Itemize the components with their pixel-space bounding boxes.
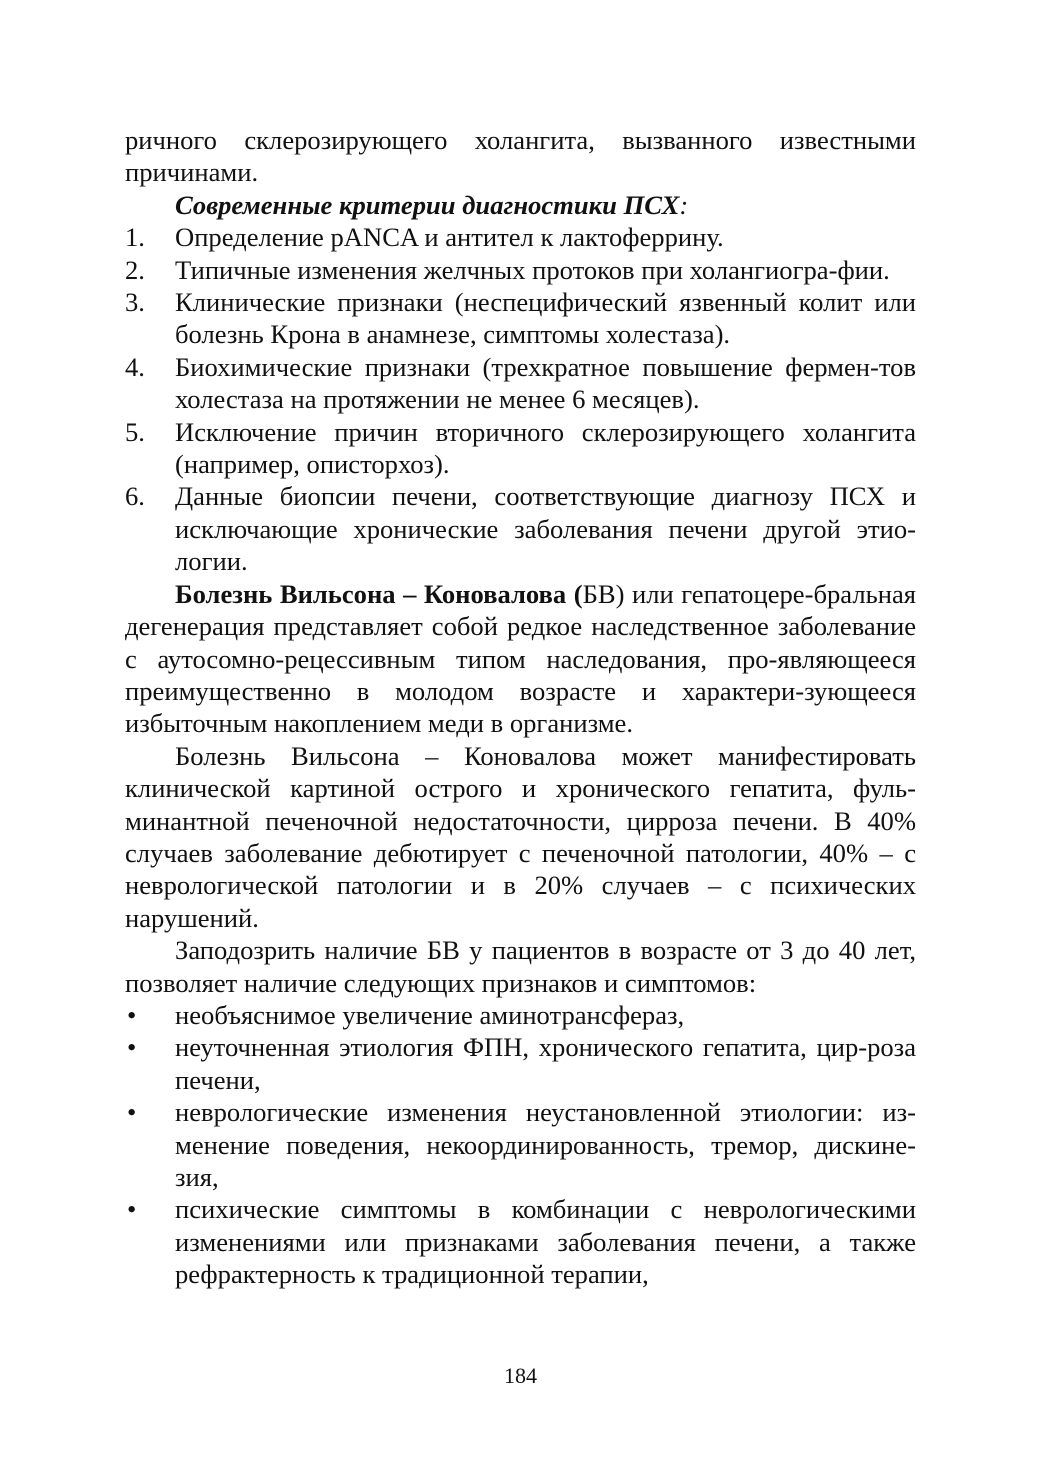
list-number: 3.: [125, 287, 145, 318]
sign-item: [125, 1193, 916, 1290]
sign-item: [125, 1031, 916, 1096]
criteria-item-text: Определение pANCA и антител к лактоферрину.: [175, 222, 724, 253]
criteria-list: [125, 221, 916, 577]
sign-item-text: неуточненная этиология ФПН, хронического гепатита, цир-роза печени,: [175, 1032, 916, 1095]
page-number: 184: [504, 1363, 537, 1388]
sign-item-text: психические симптомы в комбинации с неврологическими изменениями или признаками заболевания печени, а также рефрактерность к традиционной терапии,: [175, 1194, 916, 1290]
intro-continuation-paragraph: ричного склерозирующего холангита, вызванного известными причинами.: [125, 125, 916, 188]
criteria-item: [125, 286, 916, 351]
suspicion-intro-paragraph: Заподозрить наличие БВ у пациентов в возрасте от 3 до 40 лет, позволяет наличие следующих признаков и симптомов:: [125, 935, 916, 998]
page-body: [125, 124, 916, 1291]
criteria-item-text: Исключение причин вторичного склерозирующего холангита (например, описторхоз).: [175, 416, 916, 480]
wilson-term: Болезнь Вильсона – Коновалова (: [175, 578, 583, 609]
criteria-heading-text: Современные критерии диагностики ПСХ: [175, 189, 680, 220]
bullet-icon: •: [127, 1097, 137, 1128]
criteria-heading-colon: :: [679, 189, 689, 220]
wilson-definition-paragraph: [125, 578, 916, 740]
criteria-item: [125, 480, 916, 577]
criteria-item-text: Данные биопсии печени, соответствующие диагнозу ПСХ и исключающие хронические заболевания печени другой этио-логии.: [175, 481, 916, 577]
list-number: 5.: [125, 416, 145, 447]
bullet-icon: •: [127, 1194, 137, 1225]
wilson-definition-text: БВ) или гепатоцере-бральная дегенерация представляет собой редкое наследственное заболевание с аутосомно-рецессивным типом наследования, про-являющееся преимущественно в молодом возрасте и характери-зующееся избыточным накоплением меди в организме.: [125, 578, 917, 739]
criteria-item: [125, 254, 916, 286]
sign-item: [125, 1096, 916, 1193]
criteria-item-text: Биохимические признаки (трехкратное повышение фермен-тов холестаза на протяжении не менее 6 месяцев).: [175, 351, 916, 415]
sign-item-text: необъяснимое увеличение аминотрансфераз,: [175, 999, 685, 1030]
wilson-manifestation-paragraph: Болезнь Вильсона – Коновалова может манифестировать клинической картиной острого и хронического гепатита, фуль-минантной печеночной недостаточности, цирроза печени. В 40% случаев заболевание дебютирует с печеночной патологии, 40% – с неврологической патологии и в 20% случаев – с психических нарушений.: [125, 740, 916, 933]
criteria-item: [125, 416, 916, 481]
bullet-icon: •: [127, 999, 137, 1030]
list-number: 4.: [125, 351, 145, 382]
list-number: 6.: [125, 481, 145, 512]
sign-item-text: неврологические изменения неустановленной этиологии: из-менение поведения, некоординированность, тремор, дискине-зия,: [175, 1097, 916, 1192]
criteria-item: [125, 351, 916, 416]
list-number: 2.: [125, 254, 145, 285]
criteria-heading: [125, 189, 916, 221]
criteria-item: [125, 221, 916, 253]
sign-item: [125, 999, 916, 1031]
list-number: 1.: [125, 222, 145, 253]
signs-list: [125, 999, 916, 1291]
bullet-icon: •: [127, 1032, 137, 1063]
criteria-item-text: Клинические признаки (неспецифический язвенный колит или болезнь Крона в анамнезе, симптомы холестаза).: [175, 287, 916, 350]
criteria-item-text: Типичные изменения желчных протоков при холангиогра-фии.: [175, 254, 890, 285]
